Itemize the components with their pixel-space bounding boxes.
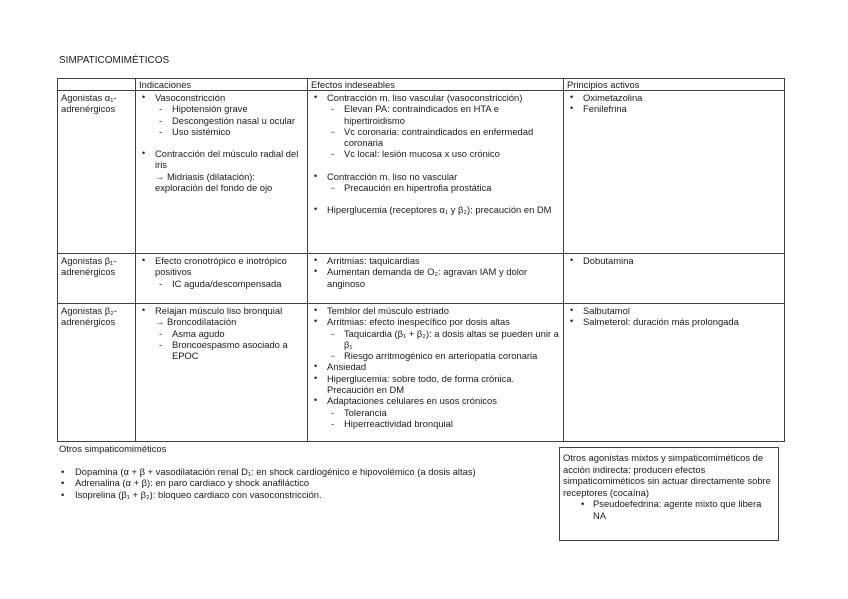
list-item: - Descongestión nasal u ocular: [172, 115, 304, 126]
list-item: • Contracción m. liso vascular (vasoconstricción) - Elevan PA: contraindicados en HTA e hipertiroidismo - Vc coronaria: contraindicados en enfermedad coronaria - Vc local: lesión mucosa x uso crónico: [327, 92, 560, 160]
list-item: - Riesgo arritmogénico en arteriopatía coronaria: [344, 350, 560, 361]
header-cell: Efectos indeseables: [308, 79, 564, 91]
list-item: • Pseudoefedrina: agente mixto que libera NA: [593, 498, 775, 521]
list-item: • Dobutamina: [583, 255, 781, 266]
list-item: • Hiperglucemia: sobre todo, de forma crónica. Precaución en DM: [327, 373, 560, 396]
list-item: - Broncoespasmo asociado a EPOC: [172, 339, 304, 362]
list-item: • Aumentan demanda de O₂: agravan IAM y dolor anginoso: [327, 266, 560, 289]
list-item: - Hiperreactividad bronquial: [344, 418, 560, 429]
principios-cell: [564, 304, 785, 442]
indicaciones-cell: [136, 304, 308, 442]
others-title: Otros simpaticomiméticos: [59, 443, 167, 454]
list-item: • Contracción del músculo radial del iris → Midriasis (dilatación): exploración del fondo de ojo: [155, 148, 304, 193]
row-label: Agonistas β₁-adrenérgicos: [58, 254, 136, 304]
list-item: - Precaución en hipertrofia prostática: [344, 182, 560, 193]
list-item: - Vc local: lesión mucosa x uso crónico: [344, 148, 560, 159]
list-item: - Uso sistémico: [172, 126, 304, 137]
indicaciones-cell: [136, 254, 308, 304]
table-header-row: [58, 79, 785, 91]
list-item: • Fenilefrina: [583, 103, 781, 114]
indicaciones-cell: [136, 91, 308, 254]
list-item: • Hiperglucemia (receptores α₁ y β₂): precaución en DM: [327, 204, 560, 215]
header-cell: Indicaciones: [136, 79, 308, 91]
list-item: • Adrenalina (α + β): en paro cardiaco y shock anafiláctico: [75, 477, 545, 488]
box-text: Otros agonistas mixtos y simpaticomiméticos de acción indirecta: producen efectos simpaticomiméticos sin actuar directamente sobre receptores (cocaína): [563, 452, 771, 498]
table-row: [58, 254, 785, 304]
row-label: Agonistas β₂-adrenérgicos: [58, 304, 136, 442]
list-item: • Vasoconstricción - Hipotensión grave - Descongestión nasal u ocular - Uso sistémico: [155, 92, 304, 137]
list-item: • Oximetazolina: [583, 92, 781, 103]
list-item: • Salmeterol: duración más prolongada: [583, 316, 781, 327]
list-item: - IC aguda/descompensada: [172, 278, 304, 289]
list-item: - Elevan PA: contraindicados en HTA e hipertiroidismo: [344, 103, 560, 126]
principios-cell: [564, 254, 785, 304]
list-item: - Taquicardia (β₁ + β₂): a dosis altas se pueden unir a β₁: [344, 328, 560, 351]
row-label: Agonistas α₁-adrenérgicos: [58, 91, 136, 254]
page-title: SIMPATICOMIMÉTICOS: [59, 55, 170, 66]
efectos-cell: [308, 304, 564, 442]
list-item: • Arritmias: efecto inespecífico por dosis altas - Taquicardia (β₁ + β₂): a dosis altas se pueden unir a β₁ - Riesgo arritmogénico en arteriopatía coronaria: [327, 316, 560, 361]
others-list: [59, 466, 545, 500]
list-item: - Asma agudo: [172, 328, 304, 339]
list-item: • Efecto cronotrópico e inotrópico positivos - IC aguda/descompensada: [155, 255, 304, 289]
list-item: • Salbutamol: [583, 305, 781, 316]
list-item: • Temblor del músculo estriado: [327, 305, 560, 316]
efectos-cell: [308, 254, 564, 304]
efectos-cell: [308, 91, 564, 254]
list-item: - Vc coronaria: contraindicados en enfermedad coronaria: [344, 126, 560, 149]
principios-cell: [564, 91, 785, 254]
list-item: • Arritmias: taquicardias: [327, 255, 560, 266]
table-row: [58, 304, 785, 442]
list-item: • Dopamina (α + β + vasodilatación renal D₁: en shock cardiogénico e hipovolémico (a dosis altas): [75, 466, 545, 477]
simpaticomimeticos-table: [57, 78, 785, 442]
header-cell: [58, 79, 136, 91]
list-item: • Contracción m. liso no vascular - Precaución en hipertrofia prostática: [327, 171, 560, 194]
header-cell: Principios activos: [564, 79, 785, 91]
table-row: [58, 91, 785, 254]
list-item: • Ansiedad: [327, 361, 560, 372]
list-item: - Hipotensión grave: [172, 103, 304, 114]
arrow-line: → Broncodilatación: [155, 316, 237, 328]
list-item: • Relajan músculo liso bronquial → Broncodilatación - Asma agudo - Broncoespasmo asociado a EPOC: [155, 305, 304, 361]
arrow-line: → Midriasis (dilatación): exploración del fondo de ojo: [155, 170, 273, 194]
list-item: • Adaptaciones celulares en usos crónicos - Tolerancia - Hiperreactividad bronquial: [327, 395, 560, 429]
list-item: • Isoprelina (β₁ + β₂): bloqueo cardiaco con vasoconstricción.: [75, 489, 545, 500]
mixed-agonists-box: [559, 447, 779, 541]
list-item: - Tolerancia: [344, 407, 560, 418]
